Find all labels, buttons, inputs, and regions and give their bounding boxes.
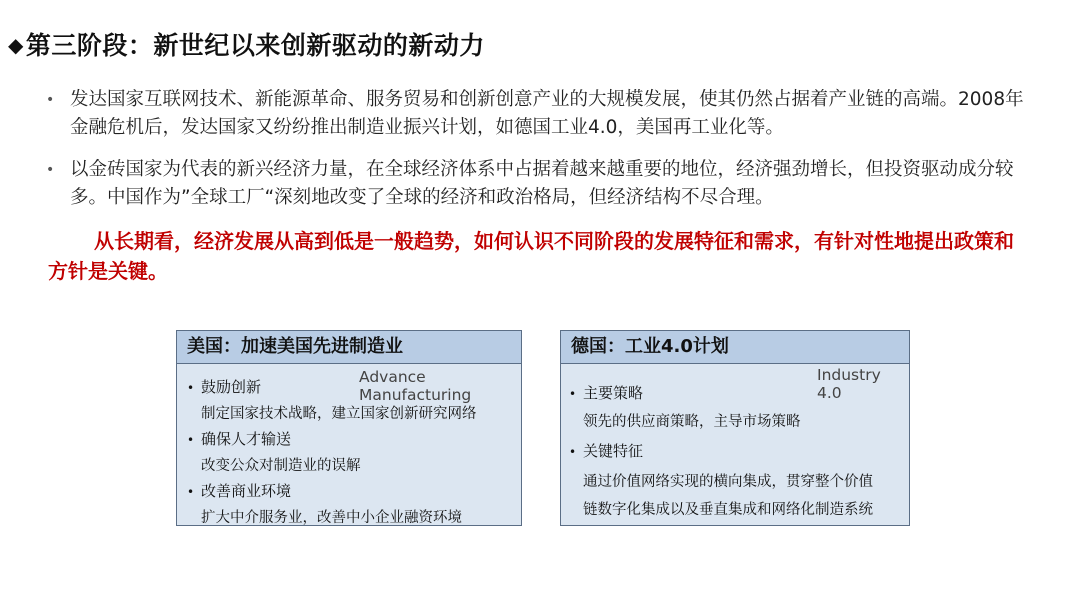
usa-item-detail: 制定国家技术战略，建立国家创新研究网络 [201, 406, 477, 422]
bullet-dot-icon: • [187, 433, 195, 447]
usa-box-header: 美国：加速美国先进制造业 [177, 331, 521, 364]
bullet-list [46, 86, 1036, 226]
germany-item-label [569, 382, 643, 403]
key-conclusion: 从长期看，经济发展从高到低是一般趋势，如何认识不同阶段的发展特征和需求，有针对性地提出政策和方针是关键。 [48, 229, 1014, 283]
germany-watermark-line1: Industry [817, 366, 881, 384]
germany-item-label [569, 440, 643, 461]
bullet-item [46, 86, 1036, 142]
bullet-dot-icon: • [569, 445, 577, 459]
bullet-dot-icon: • [187, 485, 195, 499]
germany-item-label-text: 主要策略 [583, 384, 644, 402]
germany-item-label-text: 关键特征 [583, 442, 644, 460]
usa-item-label [187, 376, 261, 397]
usa-manufacturing-box [176, 330, 522, 526]
bullet-item [46, 156, 1036, 212]
bullet-dot-icon: • [46, 162, 55, 178]
diamond-icon: ◆ [8, 33, 24, 57]
usa-item-label-text: 改善商业环境 [201, 482, 292, 500]
bullet-dot-icon: • [187, 381, 195, 395]
usa-watermark [359, 368, 471, 404]
germany-box-header: 德国：工业4.0计划 [561, 331, 909, 364]
usa-item-detail: 改变公众对制造业的误解 [201, 458, 361, 474]
usa-item-label-text: 确保人才输送 [201, 430, 292, 448]
usa-item-label [187, 428, 291, 449]
germany-industry-box [560, 330, 910, 526]
germany-item-detail: 领先的供应商策略，主导市场策略 [583, 414, 801, 430]
bullet-text: 发达国家互联网技术、新能源革命、服务贸易和创新创意产业的大规模发展，使其仍然占据着产业链的高端。2008年金融危机后，发达国家又纷纷推出制造业振兴计划，如德国工业4.0，美国再工业化等。 [70, 89, 1024, 138]
bullet-text: 以金砖国家为代表的新兴经济力量，在全球经济体系中占据着越来越重要的地位，经济强劲增长，但投资驱动成分较多。中国作为”全球工厂“深刻地改变了全球的经济和政治格局，但经济结构不尽合理。 [70, 159, 1014, 208]
bullet-dot-icon: • [46, 92, 55, 108]
usa-item-label [187, 480, 291, 501]
slide-title-text: 第三阶段：新世纪以来创新驱动的新动力 [25, 31, 485, 60]
germany-watermark-line2: 4.0 [817, 384, 842, 402]
germany-item-detail: 链数字化集成以及垂直集成和网络化制造系统 [583, 502, 873, 518]
slide-title [8, 26, 485, 62]
germany-item-detail: 通过价值网络实现的横向集成，贯穿整个价值 [583, 474, 873, 490]
bullet-dot-icon: • [569, 387, 577, 401]
usa-watermark-line1: Advance [359, 368, 426, 386]
usa-item-detail: 扩大中介服务业，改善中小企业融资环境 [201, 510, 462, 526]
germany-watermark [817, 366, 881, 402]
usa-item-label-text: 鼓励创新 [201, 378, 262, 396]
usa-watermark-line2: Manufacturing [359, 386, 472, 404]
